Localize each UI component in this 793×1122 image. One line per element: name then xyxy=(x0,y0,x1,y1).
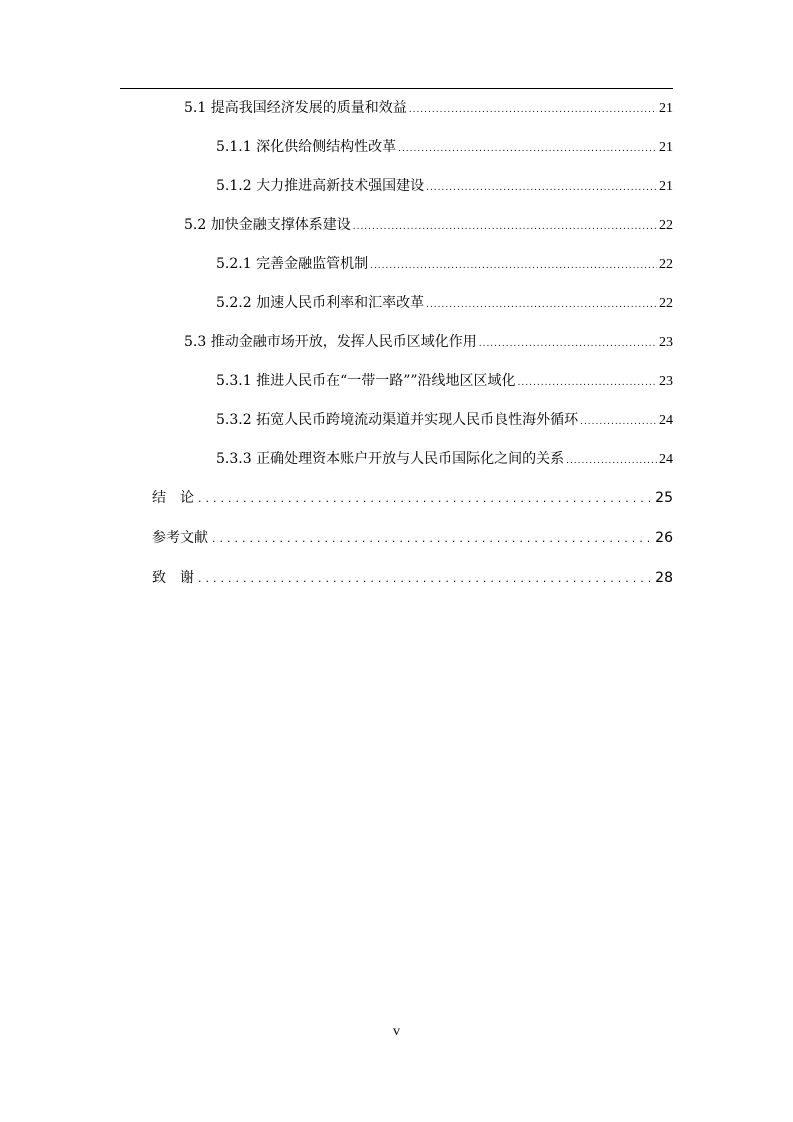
toc-entry-title: 5.1 提高我国经济发展的质量和效益 xyxy=(184,100,407,116)
toc-entry-page: 25 xyxy=(655,490,673,506)
toc-entry-title: 参考文献 xyxy=(152,530,208,546)
toc-entry-page: 22 xyxy=(659,218,673,233)
toc-leader-dots xyxy=(212,529,653,549)
toc-leader-dots xyxy=(426,178,657,198)
toc-entry-5-1[interactable] xyxy=(184,98,673,120)
toc-entry-page: 24 xyxy=(659,413,673,428)
toc-entry-title: 结 论 xyxy=(152,490,194,506)
toc-entry-title: 5.2.2 加速人民币利率和汇率改革 xyxy=(216,295,425,311)
toc-leader-dots xyxy=(566,451,657,471)
toc-leader-dots xyxy=(409,100,657,120)
toc-entry-page: 24 xyxy=(659,452,673,467)
header-rule xyxy=(120,88,673,89)
toc-entry-title: 致 谢 xyxy=(152,570,194,586)
toc-leader-dots xyxy=(198,489,653,509)
toc-leader-dots xyxy=(370,256,657,276)
toc-entry-5-2-1[interactable] xyxy=(216,254,673,276)
toc-leader-dots xyxy=(479,334,657,354)
toc-entry-5-1-1[interactable] xyxy=(216,137,673,159)
toc-entry-5-3-2[interactable] xyxy=(216,410,673,432)
toc-entry-title: 5.1.2 大力推进高新技术强国建设 xyxy=(216,178,425,194)
toc-entry-page: 28 xyxy=(655,570,673,586)
toc-entry-title: 5.3.1 推进人民币在“一带一路””沿线地区区域化 xyxy=(216,373,516,389)
toc-entry-page: 23 xyxy=(659,374,673,389)
toc-leader-dots xyxy=(518,373,657,393)
page-number: v xyxy=(393,1024,400,1039)
toc-entry-title: 5.3 推动金融市场开放，发挥人民币区域化作用 xyxy=(184,334,477,350)
toc-entry-title: 5.3.3 正确处理资本账户开放与人民币国际化之间的关系 xyxy=(216,451,565,467)
toc-entry-conclusion[interactable] xyxy=(152,488,673,509)
toc-leader-dots xyxy=(426,295,657,315)
toc-entry-5-1-2[interactable] xyxy=(216,176,673,198)
toc-entry-5-2-2[interactable] xyxy=(216,293,673,315)
toc-entry-5-2[interactable] xyxy=(184,215,673,237)
toc-entry-page: 21 xyxy=(659,101,673,116)
toc-entry-page: 23 xyxy=(659,335,673,350)
toc-entry-references[interactable] xyxy=(152,528,673,549)
toc-entry-page: 26 xyxy=(655,530,673,546)
toc-entry-5-3[interactable] xyxy=(184,332,673,354)
toc-entry-title: 5.2 加快金融支撑体系建设 xyxy=(184,217,351,233)
toc-leader-dots xyxy=(353,217,657,237)
toc-entry-page: 22 xyxy=(659,296,673,311)
toc-entry-page: 21 xyxy=(659,140,673,155)
toc-entry-title: 5.3.2 拓宽人民币跨境流动渠道并实现人民币良性海外循环 xyxy=(216,412,579,428)
toc-entry-5-3-1[interactable] xyxy=(216,371,673,393)
toc-entry-acknowledgements[interactable] xyxy=(152,568,673,589)
toc-entry-5-3-3[interactable] xyxy=(216,449,673,471)
toc-leader-dots xyxy=(580,412,657,432)
toc-entry-page: 21 xyxy=(659,179,673,194)
toc-entry-title: 5.2.1 完善金融监管机制 xyxy=(216,256,369,272)
toc-leader-dots xyxy=(398,139,657,159)
toc-entry-page: 22 xyxy=(659,257,673,272)
toc-entry-title: 5.1.1 深化供给侧结构性改革 xyxy=(216,139,397,155)
toc-leader-dots xyxy=(198,569,653,589)
